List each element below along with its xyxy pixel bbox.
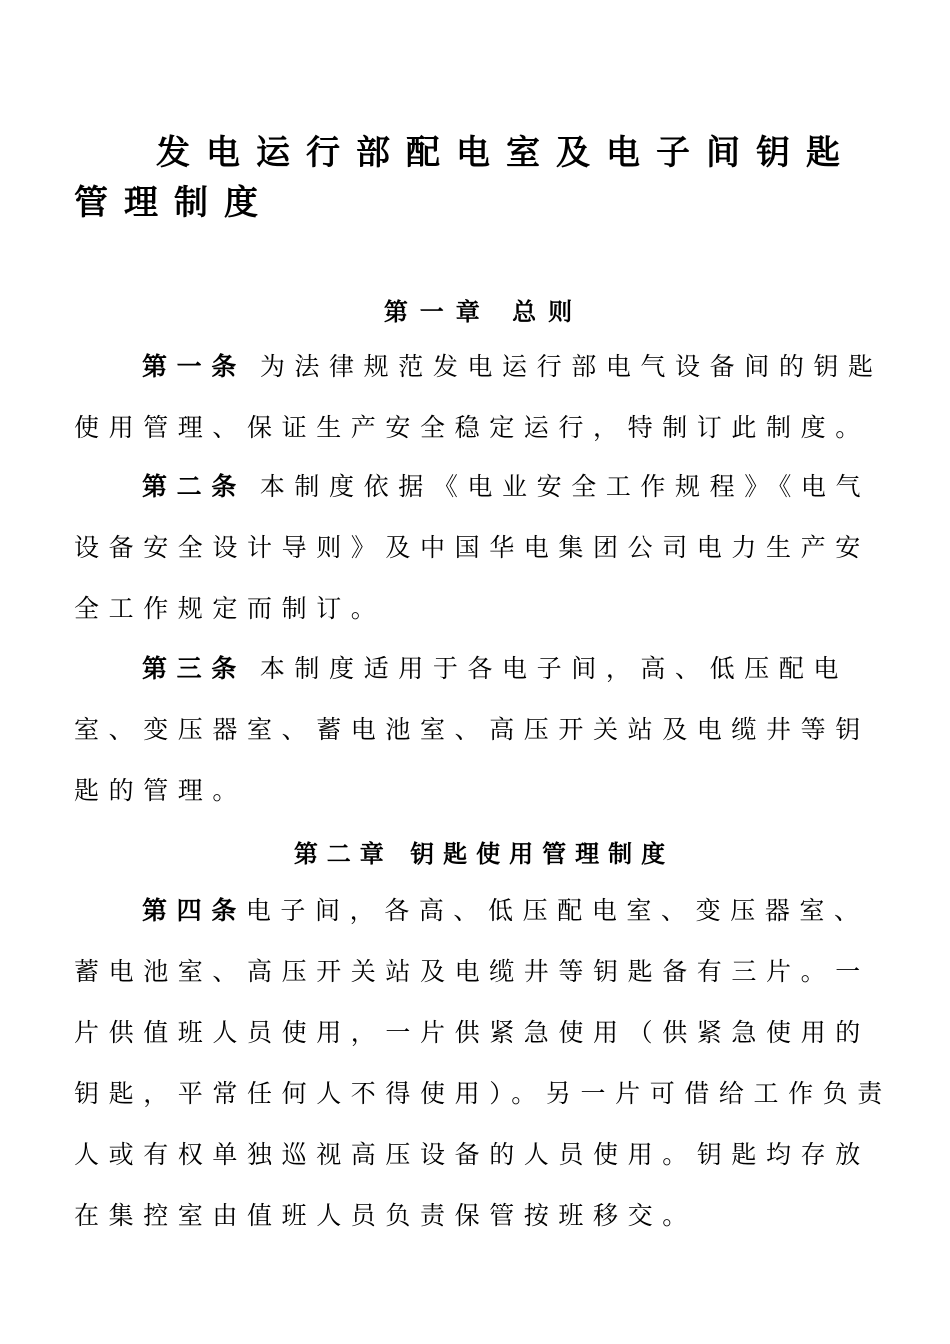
article-4-text: 电子间，各高、低压配电室、变压器室、蓄电池室、高压开关站及电缆井等钥匙备有三片。一片供值班人员使用，一片供紧急使用（供紧急使用的钥匙，平常任何人不得使用）。另一片可借给工作负责人或有权单独巡视高压设备的人员使用。钥匙均存放在集控室由值班人员负责保管按班移交。 (74, 896, 892, 1230)
article-3 (74, 638, 900, 821)
article-4 (74, 880, 900, 1246)
article-1 (74, 336, 900, 458)
article-3-lead: 第三条 (142, 654, 246, 683)
document-title: 发电运行部配电室及电子间钥匙管理制度 (74, 133, 856, 223)
chapter-2-heading: 第二章 钥匙使用管理制度 (293, 840, 675, 868)
article-1-text: 为法律规范发电运行部电气设备间的钥匙使用管理、保证生产安全稳定运行，特制订此制度。 (74, 352, 883, 442)
chapter-1-heading: 第一章 总则 (383, 298, 585, 326)
article-4-lead: 第四条 (142, 896, 246, 925)
article-2-text: 本制度依据《电业安全工作规程》《电气设备安全设计导则》及中国华电集团公司电力生产安全工作规定而制订。 (74, 472, 871, 623)
article-2 (74, 456, 900, 639)
article-3-text: 本制度适用于各电子间，高、低压配电室、变压器室、蓄电池室、高压开关站及电缆井等钥匙的管理。 (74, 654, 870, 805)
article-1-lead: 第一条 (142, 352, 246, 381)
article-2-lead: 第二条 (142, 472, 246, 501)
